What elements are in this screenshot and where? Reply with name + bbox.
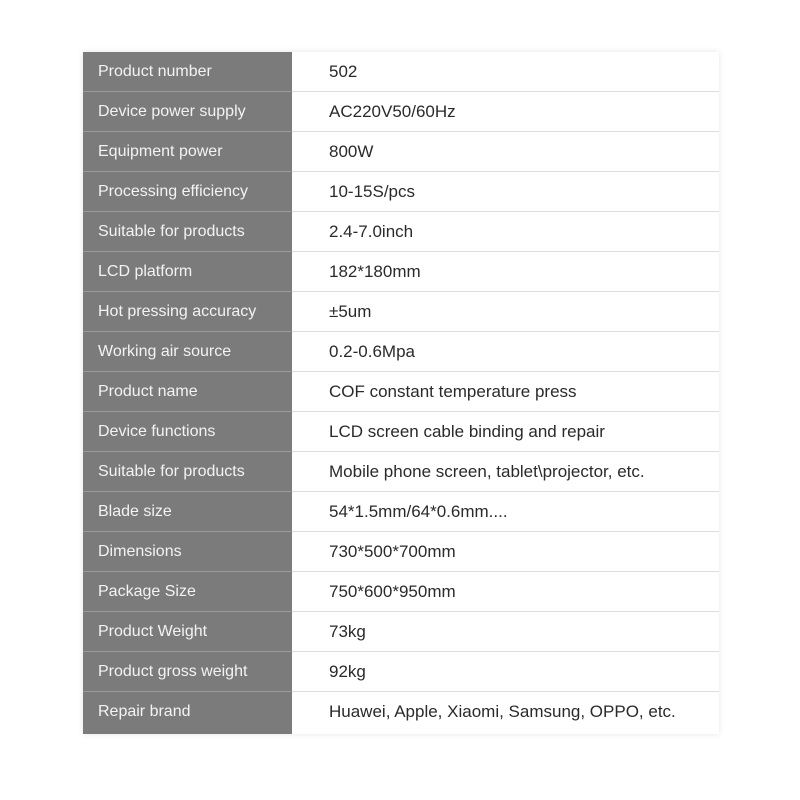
spec-label: Product gross weight: [83, 652, 293, 692]
spec-row-working-air-source: [83, 332, 719, 372]
spec-value: COF constant temperature press: [329, 382, 577, 401]
spec-label: Product number: [83, 52, 293, 92]
spec-value: 73kg: [329, 622, 366, 641]
spec-row-device-functions: [83, 412, 719, 452]
spec-label: Device functions: [83, 412, 293, 452]
spec-label: LCD platform: [83, 252, 293, 292]
spec-row-lcd-platform: [83, 252, 719, 292]
spec-value: 54*1.5mm/64*0.6mm....: [329, 502, 508, 521]
spec-value: 92kg: [329, 662, 366, 681]
spec-value: 750*600*950mm: [329, 582, 456, 601]
spec-row-package-size: [83, 572, 719, 612]
specification-table: [83, 52, 719, 734]
spec-value: LCD screen cable binding and repair: [329, 422, 605, 441]
spec-value: 800W: [329, 142, 374, 161]
spec-row-device-power-supply: [83, 92, 719, 132]
spec-label: Product Weight: [83, 612, 293, 652]
spec-row-product-gross-weight: [83, 652, 719, 692]
spec-row-product-weight: [83, 612, 719, 652]
spec-row-equipment-power: [83, 132, 719, 172]
spec-row-blade-size: [83, 492, 719, 532]
spec-value: 10-15S/pcs: [329, 182, 415, 201]
spec-row-product-number: [83, 52, 719, 92]
spec-label: Working air source: [83, 332, 293, 372]
spec-label: Processing efficiency: [83, 172, 293, 212]
spec-row-repair-brand: [83, 692, 719, 734]
spec-label: Product name: [83, 372, 293, 412]
spec-value: ±5um: [329, 302, 372, 321]
spec-row-hot-pressing-accuracy: [83, 292, 719, 332]
spec-row-dimensions: [83, 532, 719, 572]
spec-value: Huawei, Apple, Xiaomi, Samsung, OPPO, etc.: [329, 702, 676, 721]
spec-label: Device power supply: [83, 92, 293, 132]
spec-value: 502: [329, 62, 358, 81]
spec-label: Equipment power: [83, 132, 293, 172]
spec-value: Mobile phone screen, tablet\projector, etc.: [329, 462, 645, 481]
spec-label: Repair brand: [83, 692, 293, 734]
spec-row-product-name: [83, 372, 719, 412]
spec-label: Dimensions: [83, 532, 293, 572]
spec-value: 182*180mm: [329, 262, 421, 281]
spec-value: 0.2-0.6Mpa: [329, 342, 415, 361]
spec-label: Blade size: [83, 492, 293, 532]
spec-value: AC220V50/60Hz: [329, 102, 456, 121]
spec-value: 2.4-7.0inch: [329, 222, 414, 241]
spec-label: Suitable for products: [83, 452, 293, 492]
spec-label: Hot pressing accuracy: [83, 292, 293, 332]
spec-label: Package Size: [83, 572, 293, 612]
spec-value: 730*500*700mm: [329, 542, 456, 561]
spec-row-suitable-products-size: [83, 212, 719, 252]
spec-row-processing-efficiency: [83, 172, 719, 212]
spec-row-suitable-products-devices: [83, 452, 719, 492]
spec-label: Suitable for products: [83, 212, 293, 252]
